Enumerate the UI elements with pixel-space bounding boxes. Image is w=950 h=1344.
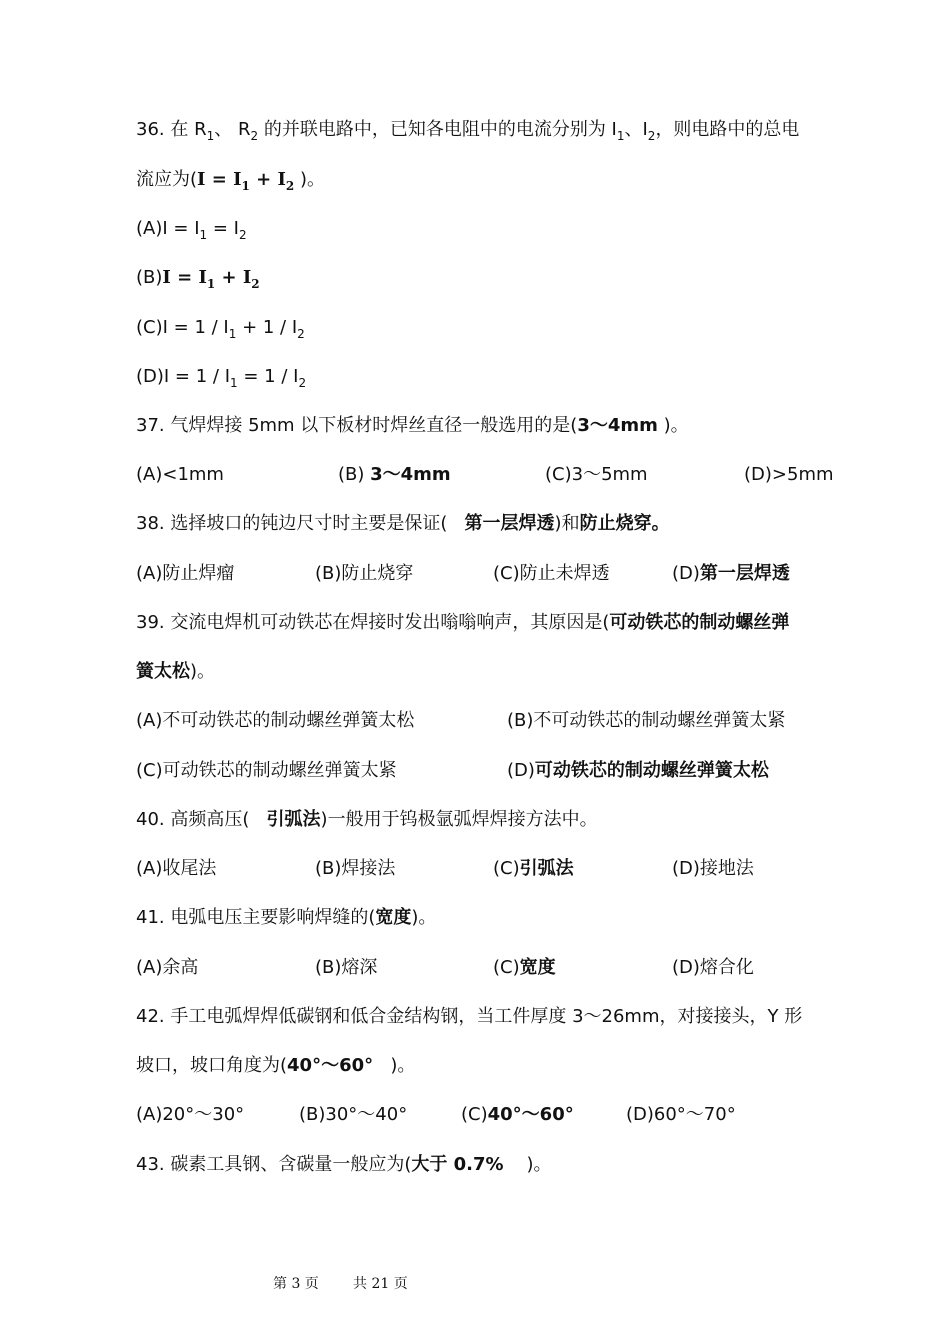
q41-option-a: (A)余高	[136, 957, 199, 978]
q37-option-a: (A)<1mm	[136, 464, 224, 485]
page-total: 共 21 页	[353, 1276, 408, 1292]
q39-option-c: (C)可动铁芯的制动螺丝弹簧太紧	[136, 760, 397, 781]
q39-option-b: (B)不可动铁芯的制动螺丝弹簧太紧	[507, 710, 786, 731]
q39-option-a: (A)不可动铁芯的制动螺丝弹簧太松	[136, 710, 415, 731]
q42-stem-line2: 坡口，坡口角度为(40°～60° )。	[136, 1055, 416, 1076]
q36-stem-line2: 流应为($I = I_1 + I_2$ )。	[136, 169, 326, 193]
q38-option-b: (B)防止烧穿	[315, 563, 414, 584]
q41-option-b: (B)熔深	[315, 957, 378, 978]
q42-option-a: (A)20°～30°	[136, 1104, 245, 1125]
q38-answer: 第一层焊透	[464, 513, 555, 534]
q42-stem-line1: 42. 手工电弧焊焊低碳钢和低合金结构钢，当工件厚度 3～26mm，对接接头，Y 形	[136, 1006, 803, 1027]
q39-stem-line1: 39. 交流电焊机可动铁芯在焊接时发出嗡嗡响声，其原因是(可动铁芯的制动螺丝弹	[136, 612, 790, 633]
q36-stem-line1: 36. 在 $R_1$、 $R_2$ 的并联电路中，已知各电阻中的电流分别为 $I_1$、$I_2$，则电路中的总电	[136, 119, 800, 143]
q42-option-c: (C)40°～60°	[461, 1104, 574, 1125]
q43-answer: 大于 0.7%	[411, 1154, 504, 1175]
q39-option-d: (D)可动铁芯的制动螺丝弹簧太松	[507, 760, 769, 781]
q41-stem: 41. 电弧电压主要影响焊缝的(宽度)。	[136, 907, 437, 928]
q40-stem: 40. 高频高压( 引弧法)一般用于钨极氩弧焊焊接方法中。	[136, 809, 598, 830]
q36-option-d: $(D)I = 1 / I_1 = 1 / I_2$	[136, 366, 307, 390]
q38-stem: 38. 选择坡口的钝边尺寸时主要是保证( 第一层焊透)和防止烧穿。	[136, 513, 670, 534]
q39-stem-line2: 簧太松)。	[136, 661, 216, 682]
q40-option-d: (D)接地法	[672, 858, 754, 879]
q36-option-c: $(C)I = 1 / I_1 + 1 / I_2$	[136, 317, 305, 341]
q36-option-a: $(A)I = I_1 = I_2$	[136, 218, 247, 242]
q41-answer: 宽度	[375, 907, 412, 928]
q42-option-b: (B)30°～40°	[299, 1104, 408, 1125]
q37-option-c: (C)3～5mm	[545, 464, 648, 485]
q40-answer: 引弧法	[266, 809, 321, 830]
q40-option-a: (A)收尾法	[136, 858, 217, 879]
q40-option-b: (B)焊接法	[315, 858, 396, 879]
q38-option-c: (C)防止未焊透	[493, 563, 610, 584]
q37-option-d: (D)>5mm	[744, 464, 834, 485]
q40-option-c: (C)引弧法	[493, 858, 574, 879]
q37-answer: 3～4mm	[577, 415, 658, 436]
q37-option-b: (B) 3～4mm	[338, 464, 451, 485]
q38-option-d: (D)第一层焊透	[672, 563, 790, 584]
q41-option-d: (D)熔合化	[672, 957, 754, 978]
q42-option-d: (D)60°～70°	[626, 1104, 736, 1125]
q36-answer: $I = I_1 + I_2$	[197, 169, 295, 193]
q42-answer: 40°～60°	[287, 1055, 374, 1076]
q37-stem: 37. 气焊焊接 5mm 以下板材时焊丝直径一般选用的是(3～4mm )。	[136, 415, 689, 436]
q38-option-a: (A)防止焊瘤	[136, 563, 235, 584]
page-number: 第 3 页	[273, 1276, 319, 1292]
q41-option-c: (C)宽度	[493, 957, 556, 978]
q43-stem: 43. 碳素工具钢、含碳量一般应为(大于 0.7% )。	[136, 1154, 552, 1175]
q36-option-b: $(B)I = I_1 + I_2$	[136, 267, 260, 291]
